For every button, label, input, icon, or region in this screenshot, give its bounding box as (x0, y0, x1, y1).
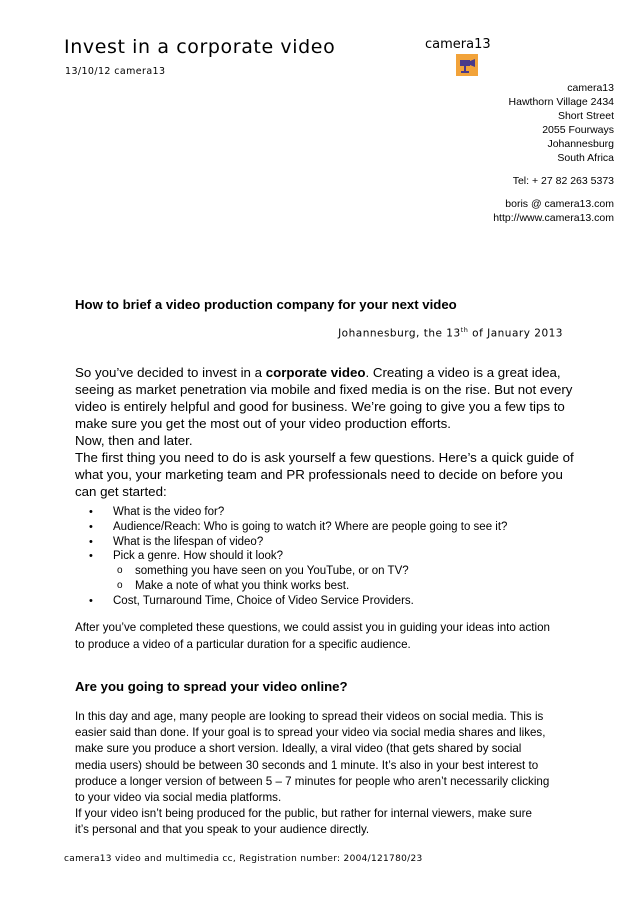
list-item-text: What is the video for? (113, 506, 225, 518)
list-item (75, 549, 595, 564)
list-item-text: Audience/Reach: Who is going to watch it? Where are people going to see it? (113, 520, 508, 533)
list-item (75, 520, 595, 535)
address-line: 2055 Fourways (542, 124, 614, 136)
website-link[interactable]: http://www.camera13.com (493, 212, 614, 224)
bullet-icon: • (89, 550, 93, 563)
intro-text: . Creating a video is a great idea, (365, 365, 561, 380)
intro-line: seeing as market penetration via mobile and fixed media is on the rise. But not every (75, 382, 573, 397)
brand-name: camera13 (425, 37, 491, 52)
list-item-text: Cost, Turnaround Time, Choice of Video Service Providers. (113, 594, 414, 607)
list-item (75, 505, 595, 520)
bullet-icon: • (89, 535, 93, 548)
article-heading: How to brief a video production company for your next video (75, 297, 457, 312)
place-date-before: Johannesburg, the 13 (338, 327, 461, 340)
email-address[interactable]: boris @ camera13.com (505, 198, 614, 210)
phone-number: Tel: + 27 82 263 5373 (512, 175, 614, 187)
list-item-text: What is the lifespan of video? (113, 535, 264, 548)
paragraph-line: easier said than done. If your goal is to spread your video via social media shares and likes, (75, 726, 546, 740)
address-line: Short Street (557, 110, 614, 122)
section-heading: Are you going to spread your video online? (75, 679, 348, 694)
question-list (75, 505, 595, 609)
intro-line: The first thing you need to do is ask yourself a few questions. Here’s a quick guide of (75, 450, 574, 465)
sub-list-item (75, 564, 595, 579)
page-footer: camera13 video and multimedia cc, Registration number: 2004/121780/23 (64, 854, 423, 864)
list-item-text: Pick a genre. How should it look? (113, 550, 284, 563)
paragraph-line: make sure you produce a short version. Ideally, a viral video (that gets shared by social (75, 742, 522, 756)
document-date-line: 13/10/12 camera13 (65, 66, 166, 77)
paragraph-line: After you’ve completed these questions, we could assist you in guiding your ideas into action (75, 621, 550, 634)
circle-bullet-icon: o (117, 565, 123, 577)
intro-line: what you, your marketing team and PR professionals need to decide on before you (75, 467, 563, 482)
internal-paragraph (75, 806, 575, 838)
bullet-icon: • (89, 520, 93, 533)
paragraph-line: to produce a video of a particular duration for a specific audience. (75, 637, 411, 651)
paragraph-line: it’s personal and that you speak to your audience directly. (75, 823, 370, 837)
place-date-line (338, 326, 563, 340)
document-title: Invest in a corporate video (64, 36, 336, 58)
address-line: camera13 (567, 82, 614, 94)
paragraph-line: media users) should be between 30 seconds and 1 minute. It’s also in your best interest to (75, 758, 539, 772)
bullet-icon: • (89, 506, 93, 518)
intro-bold-term: corporate video (265, 365, 366, 380)
intro-line: make sure you get the most out of your video production efforts. (75, 416, 451, 431)
intro-line: Now, then and later. (75, 433, 193, 448)
paragraph-line: produce a longer version of between 5 – 7 minutes for people who aren’t necessarily clicking (75, 774, 550, 788)
after-list-paragraph (75, 620, 575, 653)
paragraph-line: to your video via social media platforms. (75, 791, 282, 805)
list-item (75, 535, 595, 550)
list-item-text: something you have seen on you YouTube, or on TV? (135, 565, 409, 578)
intro-paragraph (75, 364, 575, 500)
address-line: Hawthorn Village 2434 (508, 96, 614, 108)
online-paragraph (75, 709, 575, 806)
camera-logo-icon (456, 54, 478, 76)
place-date-superscript: th (460, 326, 469, 334)
paragraph-line: In this day and age, many people are looking to spread their videos on social media. This is (75, 710, 544, 723)
paragraph-line: If your video isn’t being produced for the public, but rather for internal viewers, make sure (75, 807, 532, 820)
intro-line: can get started: (75, 484, 167, 499)
place-date-after: of January 2013 (468, 327, 563, 340)
list-item-text: Make a note of what you think works best. (135, 579, 350, 592)
sub-list-item (75, 579, 595, 594)
list-item (75, 594, 595, 609)
address-line: South Africa (557, 152, 614, 164)
intro-line: video is entirely helpful and good for business. We’re going to give you a few tips to (75, 399, 565, 414)
bullet-icon: • (89, 594, 93, 607)
address-line: Johannesburg (547, 138, 614, 150)
company-address (354, 81, 614, 225)
circle-bullet-icon: o (117, 579, 123, 591)
intro-text: So you’ve decided to invest in a (75, 365, 266, 380)
